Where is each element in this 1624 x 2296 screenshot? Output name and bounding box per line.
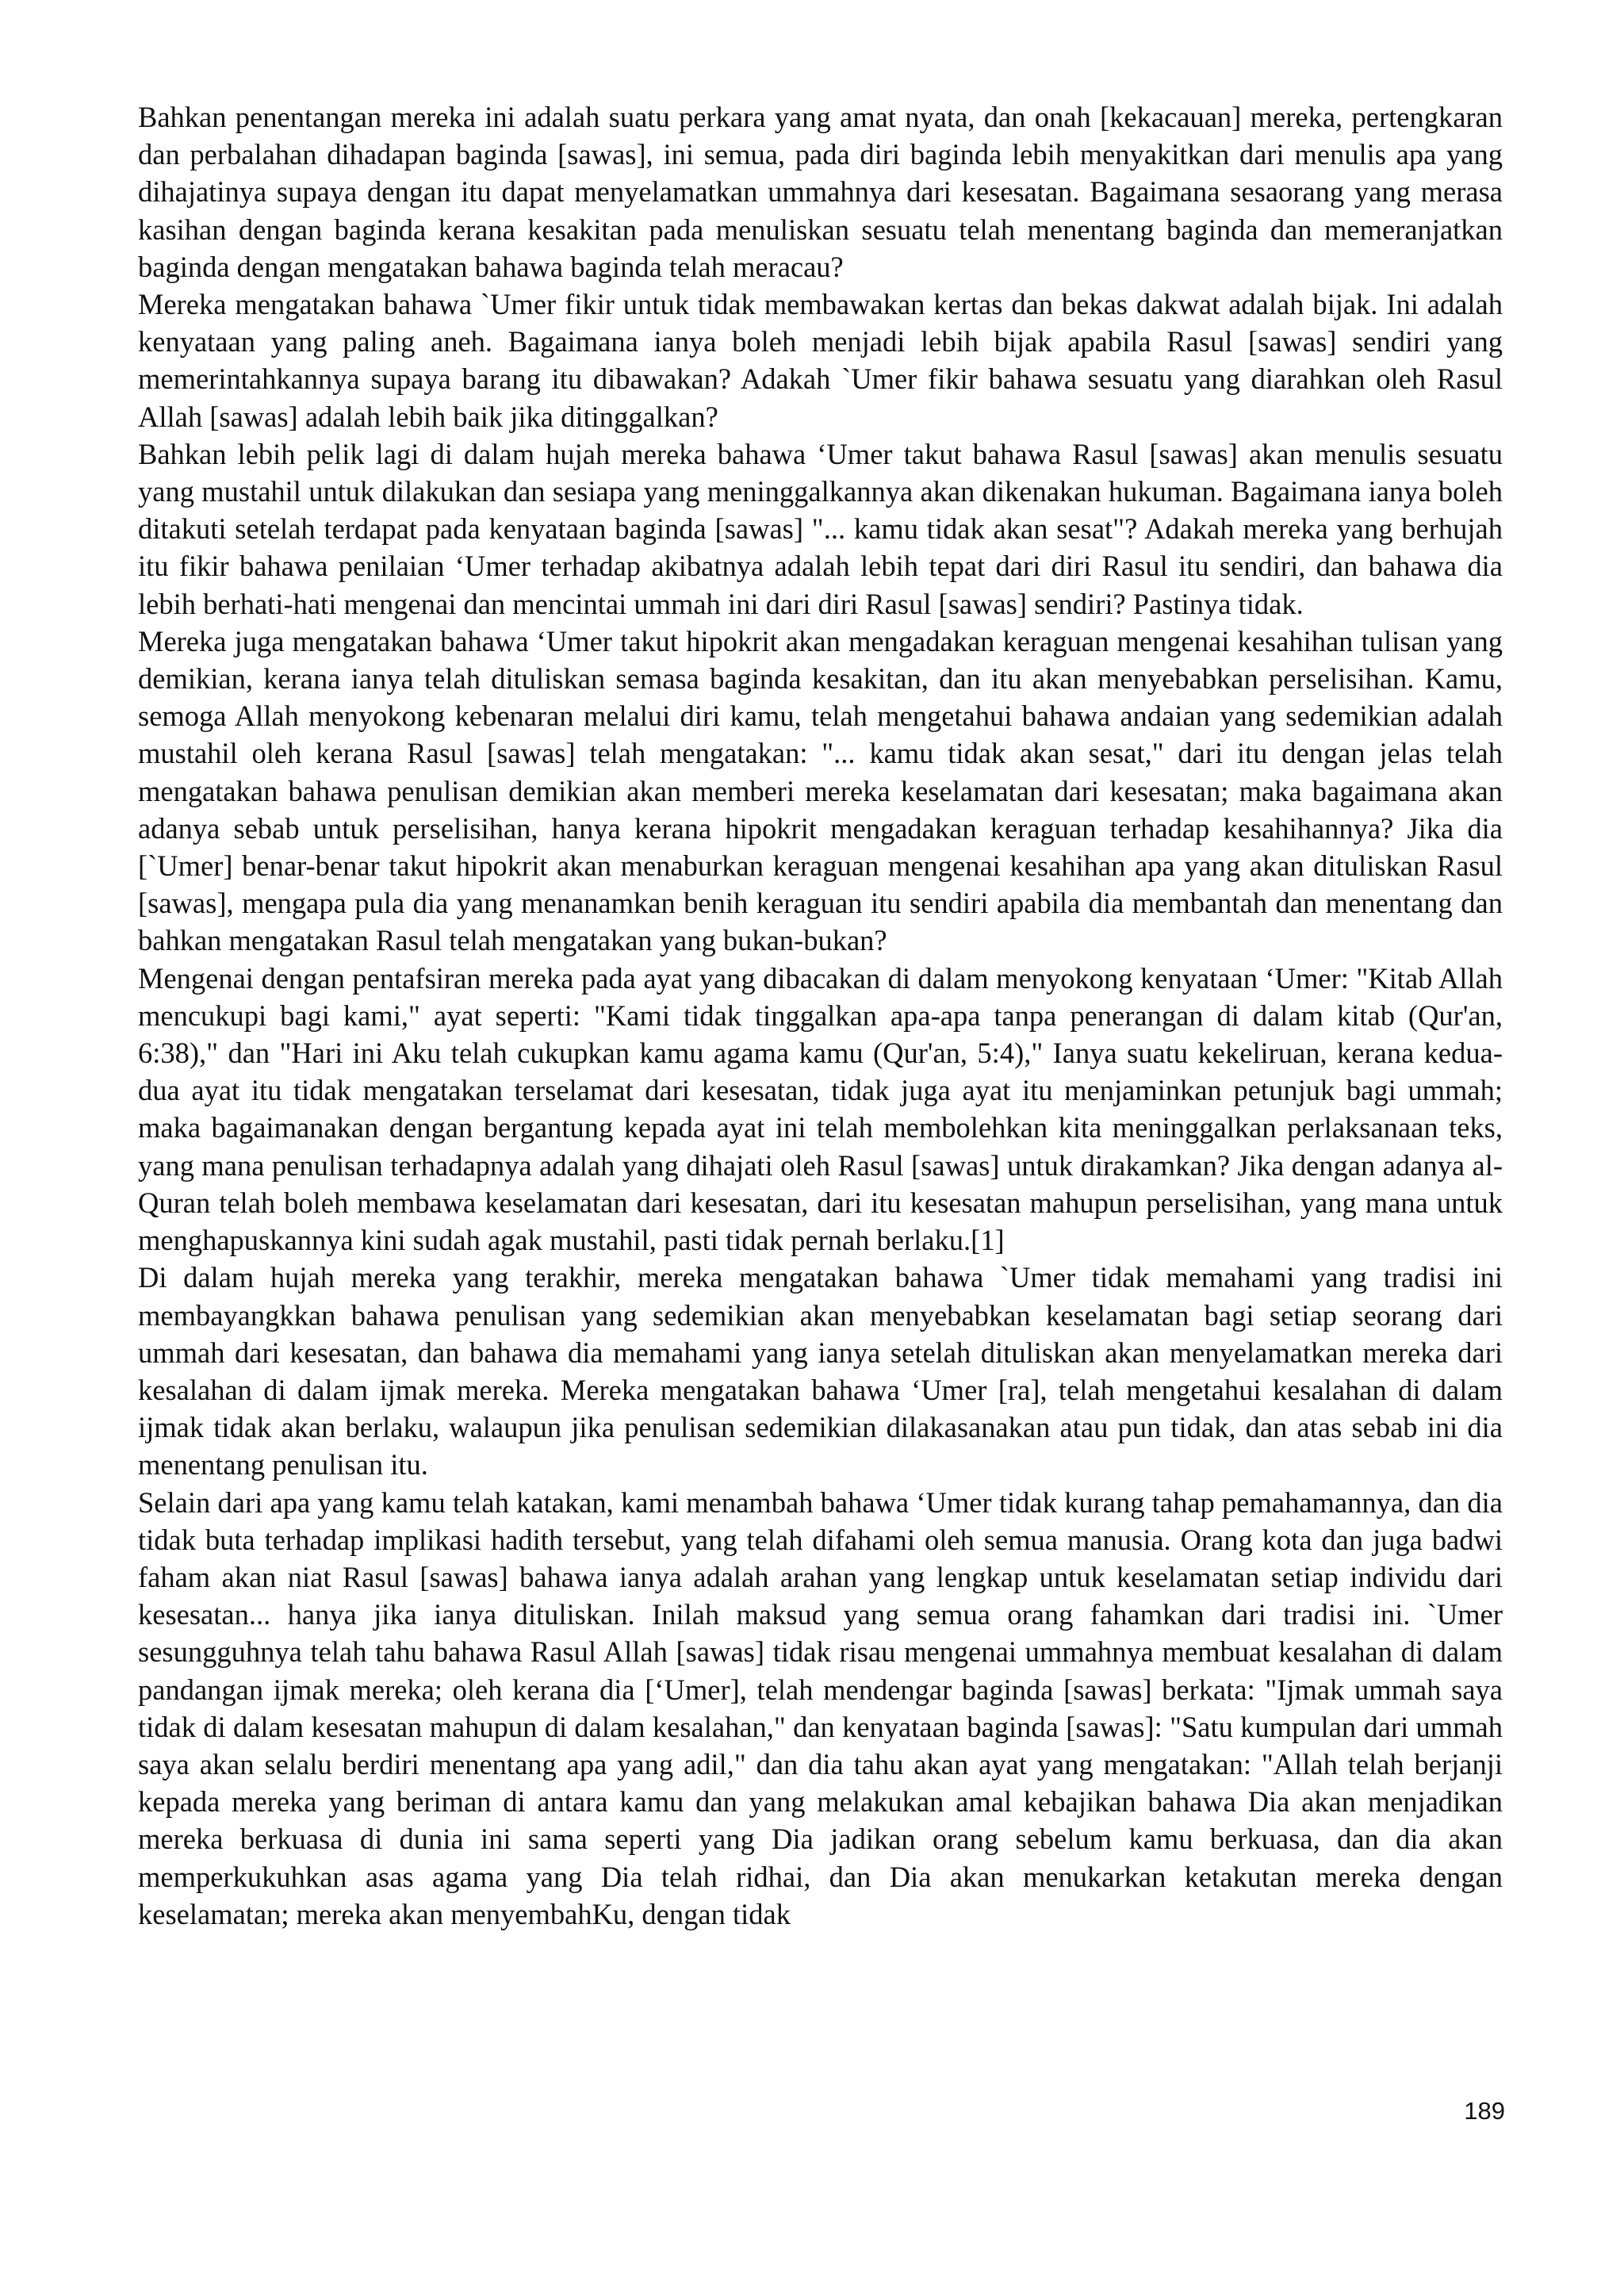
paragraph: Di dalam hujah mereka yang terakhir, mereka mengatakan bahawa `Umer tidak memahami yang tradisi ini membayangkkan bahawa penulisan yang sedemikian akan menyebabkan keselamatan bagi setiap seorang dari ummah dari kesesatan, dan bahawa dia memahami yang ianya setelah dituliskan akan menyelamatkan mereka dari kesalahan di dalam ijmak mereka. Mereka mengatakan bahawa ‘Umer [ra], telah mengetahui kesalahan di dalam ijmak tidak akan berlaku, walaupun jika penulisan sedemikian dilakasanakan atau pun tidak, dan atas sebab ini dia menentang penulisan itu. [138,1261,1503,1481]
paragraph: Mengenai dengan pentafsiran mereka pada ayat yang dibacakan di dalam menyokong kenyataan ‘Umer: "Kitab Allah mencukupi bagi kami," ayat seperti: "Kami tidak tinggalkan apa-apa tanpa penerangan di dalam kitab (Qur'an, 6:38)," dan "Hari ini Aku telah cukupkan kamu agama kamu (Qur'an, 5:4)," Ianya suatu kekeliruan, kerana kedua-dua ayat itu tidak mengatakan terselamat dari kesesatan, tidak juga ayat itu menjaminkan petunjuk bagi ummah; maka bagaimanakan dengan bergantung kepada ayat ini telah membolehkan kita meninggalkan perlaksanaan teks, yang mana penulisan terhadapnya adalah yang dihajati oleh Rasul [sawas] untuk dirakamkan? Jika dengan adanya al-Quran telah boleh membawa keselamatan dari kesesatan, dari itu kesesatan mahupun perselisihan, yang mana untuk menghapuskannya kini sudah agak mustahil, pasti tidak pernah berlaku.[1] [138,961,1503,1257]
paragraph: Bahkan lebih pelik lagi di dalam hujah mereka bahawa ‘Umer takut bahawa Rasul [sawas] akan menulis sesuatu yang mustahil untuk dilakukan dan sesiapa yang meninggalkannya akan dikenakan hukuman. Bagaimana ianya boleh ditakuti setelah terdapat pada kenyataan baginda [sawas] "... kamu tidak akan sesat"? Adakah mereka yang berhujah itu fikir bahawa penilaian ‘Umer terhadap akibatnya adalah lebih tepat dari diri Rasul itu sendiri, dan bahawa dia lebih berhati-hati mengenai dan mencintai ummah ini dari diri Rasul [sawas] sendiri? Pastinya tidak. [138,437,1503,620]
page-number: 189 [1464,2097,1505,2125]
paragraph: Selain dari apa yang kamu telah katakan, kami menambah bahawa ‘Umer tidak kurang tahap pemahamannya, dan dia tidak buta terhadap implikasi hadith tersebut, yang telah difahami oleh semua manusia. Orang kota dan juga badwi faham akan niat Rasul [sawas] bahawa ianya adalah arahan yang lengkap untuk keselamatan setiap individu dari kesesatan... hanya jika ianya dituliskan. Inilah maksud yang semua orang fahamkan dari tradisi ini. `Umer sesungguhnya telah tahu bahawa Rasul Allah [sawas] tidak risau mengenai ummahnya membuat kesalahan di dalam pandangan ijmak mereka; oleh kerana dia [‘Umer], telah mendengar baginda [sawas] berkata: "Ijmak ummah saya tidak di dalam kesesatan mahupun di dalam kesalahan," dan kenyataan baginda [sawas]: "Satu kumpulan dari ummah saya akan selalu berdiri menentang apa yang adil," dan dia tahu akan ayat yang mengatakan: "Allah telah berjanji kepada mereka yang beriman di antara kamu dan yang melakukan amal kebajikan bahawa Dia akan menjadikan mereka berkuasa di dunia ini sama seperti yang Dia jadikan orang sebelum kamu berkuasa, dan dia akan memperkukuhkan asas agama yang Dia telah ridhai, dan Dia akan menukarkan ketakutan mereka dengan keselamatan; mereka akan menyembahKu, dengan tidak [138,1485,1503,1930]
body-text [138,98,1503,1933]
paragraph: Mereka juga mengatakan bahawa ‘Umer takut hipokrit akan mengadakan keraguan mengenai kesahihan tulisan yang demikian, kerana ianya telah dituliskan semasa baginda kesakitan, dan itu akan menyebabkan perselisihan. Kamu, semoga Allah menyokong kebenaran melalui diri kamu, telah mengetahui bahawa andaian yang sedemikian adalah mustahil oleh kerana Rasul [sawas] telah mengatakan: "... kamu tidak akan sesat," dari itu dengan jelas telah mengatakan bahawa penulisan demikian akan memberi mereka keselamatan dari kesesatan; maka bagaimana akan adanya sebab untuk perselisihan, hanya kerana hipokrit mengadakan keraguan terhadap kesahihannya? Jika dia [`Umer] benar-benar takut hipokrit akan menaburkan keraguan mengenai kesahihan apa yang akan dituliskan Rasul [sawas], mengapa pula dia yang menanamkan benih keraguan itu sendiri apabila dia membantah dan menentang dan bahkan mengatakan Rasul telah mengatakan yang bukan-bukan? [138,624,1503,957]
paragraph: Bahkan penentangan mereka ini adalah suatu perkara yang amat nyata, dan onah [kekacauan] mereka, pertengkaran dan perbalahan dihadapan baginda [sawas], ini semua, pada diri baginda lebih menyakitkan dari menulis apa yang dihajatinya supaya dengan itu dapat menyelamatkan ummahnya dari kesesatan. Bagaimana sesaorang yang merasa kasihan dengan baginda kerana kesakitan pada menuliskan sesuatu telah menentang baginda dan memeranjatkan baginda dengan mengatakan bahawa baginda telah meracau? [138,101,1503,283]
paragraph: Mereka mengatakan bahawa `Umer fikir untuk tidak membawakan kertas dan bekas dakwat adalah bijak. Ini adalah kenyataan yang paling aneh. Bagaimana ianya boleh menjadi lebih bijak apabila Rasul [sawas] sendiri yang memerintahkannya supaya barang itu dibawakan? Adakah `Umer fikir bahawa sesuatu yang diarahkan oleh Rasul Allah [sawas] adalah lebih baik jika ditinggalkan? [138,288,1503,433]
